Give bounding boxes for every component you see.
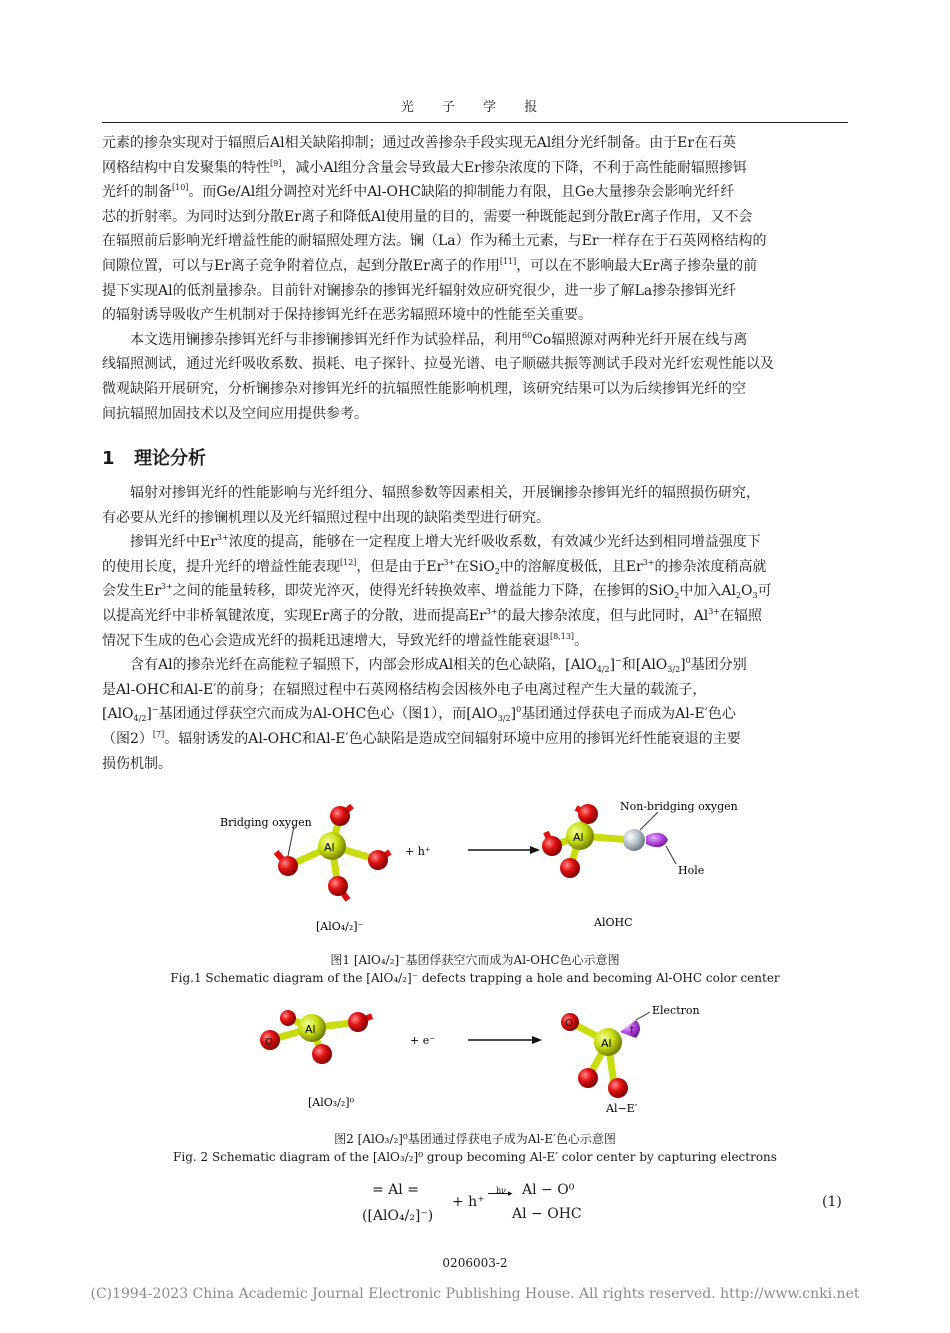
section-title: 理论分析 <box>134 448 206 469</box>
text-line: 微观缺陷开展研究，分析镧掺杂对掺铒光纤的抗辐照性能影响机理，该研究结果可以为后续掺铒光纤的空 <box>102 380 746 397</box>
equation-bottom-right: Al − OHC <box>512 1206 582 1222</box>
electron-label: Electron <box>652 1004 700 1017</box>
text-line: [AlO$_{4/2}$]−基团通过俘获空穴而成为Al-OHC色心（图1），而$[AlO_{3/2}]^0$基团通过俘获电子而成为Al-E′色心 <box>102 705 736 724</box>
equation-arrow-label: hν <box>496 1186 507 1195</box>
oxygen-atom <box>608 1078 628 1098</box>
equation-plus: + h⁺ <box>452 1194 485 1210</box>
copyright-line: (C)1994-2023 China Academic Journal Electronic Publishing House. All rights reserved. http://www.cnki.net <box>90 1286 860 1302</box>
text-line: 有必要从光纤的掺镧机理以及光纤辐照过程中出现的缺陷类型进行研究。 <box>102 509 550 526</box>
figure-1-caption-cn: 图1 [AlO₄/₂]⁻基团俘获空穴而成为Al-OHC色心示意图 <box>330 953 620 967</box>
figure-2-caption-en: Fig. 2 Schematic diagram of the [AlO₃/₂]⁰ group becoming Al-E′ color center by capturing electrons <box>173 1150 777 1164</box>
header-rule <box>102 122 848 123</box>
fig1-right-caption: AlOHC <box>594 916 633 929</box>
o-label: O <box>265 1037 273 1048</box>
citation[interactable]: [7] <box>152 729 165 739</box>
plus-electron: + e⁻ <box>410 1034 436 1047</box>
text-line: 芯的折射率。为同时达到分散Er离子和降低Al使用量的目的，需要一种既能起到分散Er离子作用，又不会 <box>102 208 753 225</box>
citation[interactable]: [11] <box>499 256 517 266</box>
citation[interactable]: [8,13] <box>550 631 575 641</box>
text-line: 元素的掺杂实现对于辐照后Al相关缺陷抑制；通过改善掺杂手段实现无Al组分光纤制备。由于Er在石英 <box>102 135 737 151</box>
citation[interactable]: [9] <box>270 158 282 168</box>
text-line: 间隙位置，可以与Er离子竞争附着位点，起到分散Er离子的作用[11]，可以在不影响最大Er离子掺杂量的前 <box>102 256 758 274</box>
intro-paragraphs <box>102 131 848 426</box>
citation[interactable]: [12] <box>340 557 357 567</box>
text-line: 网格结构中自发聚集的特性[9]，减小Al组分含量会导致最大Er掺杂浓度的下降，不利于高性能耐辐照掺铒 <box>102 158 747 176</box>
text-line: 间抗辐照加固技术以及空间应用提供参考。 <box>102 405 368 422</box>
figure-1-diagram <box>200 790 760 940</box>
equation-bottom-left: ([AlO₄/₂]⁻) <box>362 1208 434 1224</box>
oxygen-atom <box>278 856 298 876</box>
electron-arrow-icon: ↑ <box>628 1026 636 1036</box>
equation-arrowhead-icon: ▸ <box>508 1189 513 1199</box>
fig1-left-caption: [AlO₄/₂]⁻ <box>316 920 364 933</box>
oxygen-atom <box>560 858 580 878</box>
al-label: Al <box>324 841 335 854</box>
page-number: 0206003-2 <box>442 1256 508 1270</box>
equation-top-left: = Al = <box>372 1182 419 1198</box>
section-heading <box>102 444 206 470</box>
hole-label: Hole <box>678 864 705 877</box>
equation-arrow <box>488 1193 510 1194</box>
text-line: 会发生$Er^{3+}$之间的能量转移，即荧光淬灭，使得光纤转换效率、增益能力下降，在掺铒的SiO$_2$中加入$Al_2O_3$可 <box>102 582 772 601</box>
text-line: 是Al-OHC和Al-E′的前身；在辐照过程中石英网格结构会因核外电子电离过程产生大量的载流子， <box>102 681 707 698</box>
figure-2-caption-cn: 图2 [AlO₃/₂]⁰基团通过俘获电子成为Al-E′色心示意图 <box>334 1132 616 1146</box>
al-label: Al <box>573 831 584 844</box>
text-line: 情况下生成的色心会造成光纤的损耗迅速增大，导致光纤的增益性能衰退[8,13]。 <box>102 631 589 649</box>
oxygen-atom <box>280 1010 296 1026</box>
text-line: 辐射对掺铒光纤的性能影响与光纤组分、辐照参数等因素相关，开展镧掺杂掺铒光纤的辐照损伤研究， <box>130 485 760 501</box>
oxygen-atom <box>578 804 598 824</box>
non-bridging-oxygen-label: Non-bridging oxygen <box>620 800 738 813</box>
hole-lobe <box>646 833 668 847</box>
oxygen-atom <box>578 1068 598 1088</box>
text-line: 本文选用镧掺杂掺铒光纤与非掺镧掺铒光纤作为试验样品，利用$^{60}$Co辐照源对两种光纤开展在线与离 <box>130 330 748 348</box>
text-line: 含有Al的掺杂光纤在高能粒子辐照下，内部会形成Al相关的色心缺陷，[AlO$_{4/2}$]−和$[AlO_{3/2}]^0$基团分别 <box>130 656 747 675</box>
oxygen-atom <box>368 850 388 870</box>
text-line: （图2）[7]。辐射诱发的Al-OHC和Al-E′色心缺陷是造成空间辐射环境中应用的掺铒光纤性能衰退的主要 <box>102 729 741 747</box>
oxygen-atom <box>348 1012 368 1032</box>
equation-top-right: Al − O⁰ <box>522 1182 575 1198</box>
text-line: 损伤机制。 <box>102 755 172 772</box>
al-label: Al <box>601 1037 612 1050</box>
alo32-molecule <box>260 1010 372 1064</box>
citation[interactable]: [10] <box>172 183 189 193</box>
fig2-left-caption: [AlO₃/₂]⁰ <box>308 1096 354 1109</box>
al-e-prime-molecule <box>561 1012 650 1098</box>
oxygen-atom <box>312 1044 332 1064</box>
oxygen-atom <box>328 876 348 896</box>
text-line: 掺铒光纤中$Er^{3+}$浓度的提高，能够在一定程度上增大光纤吸收系数，有效减少光纤达到相同增益强度下 <box>130 533 761 551</box>
text-line: 光纤的制备[10]。而Ge/Al组分调控对光纤中Al-OHC缺陷的抑制能力有限，且Ge大量掺杂会影响光纤纤 <box>102 183 735 201</box>
bridging-oxygen-label: Bridging oxygen <box>220 816 312 829</box>
al-label: Al <box>305 1023 316 1036</box>
section-number: 1 <box>102 448 115 469</box>
arrow-head <box>530 846 540 854</box>
text-line: 的辐射诱导吸收产生机制对于保持掺铒光纤在恶劣辐照环境中的性能至关重要。 <box>102 307 592 324</box>
plus-hole: + h⁺ <box>405 845 431 858</box>
arrow-head <box>532 1036 542 1044</box>
figure-1-caption-en: Fig.1 Schematic diagram of the [AlO₄/₂]⁻ defects trapping a hole and becoming Al-OHC color center <box>170 971 780 985</box>
text-line: 线辐照测试，通过光纤吸收系数、损耗、电子探针、拉曼光谱、电子顺磁共振等测试手段对光纤宏观性能以及 <box>102 356 774 373</box>
oxygen-atom <box>330 806 350 826</box>
text-line: 提下实现Al的低剂量掺杂。目前针对镧掺杂的掺铒光纤辐射效应研究很少，进一步了解La掺杂掺铒光纤 <box>102 282 737 299</box>
fig2-right-caption: Al−E′ <box>606 1102 638 1115</box>
journal-header: 光 子 学 报 <box>400 100 550 115</box>
text-line: 的使用长度，提升光纤的增益性能表现[12]，但是由于$Er^{3+}$在SiO$_2$中的溶解度极低，且$Er^{3+}$的掺杂浓度稍高就 <box>102 557 767 576</box>
o-label: O <box>565 1018 573 1029</box>
alohc-molecule <box>542 804 676 878</box>
non-bridging-oxygen-atom <box>623 829 645 851</box>
text-line: 在辐照前后影响光纤增益性能的耐辐照处理方法。镧（La）作为稀土元素，与Er一样存在于石英网格结构的 <box>102 233 767 250</box>
equation-number: (1) <box>822 1194 842 1210</box>
text-line: 以提高光纤中非桥氧键浓度，实现Er离子的分散，进而提高$Er^{3+}$的最大掺杂浓度，但与此同时，$Al^{3+}$在辐照 <box>102 606 763 624</box>
oxygen-atom <box>542 836 562 856</box>
theory-paragraphs <box>102 481 848 776</box>
figure-2-diagram <box>240 998 720 1118</box>
